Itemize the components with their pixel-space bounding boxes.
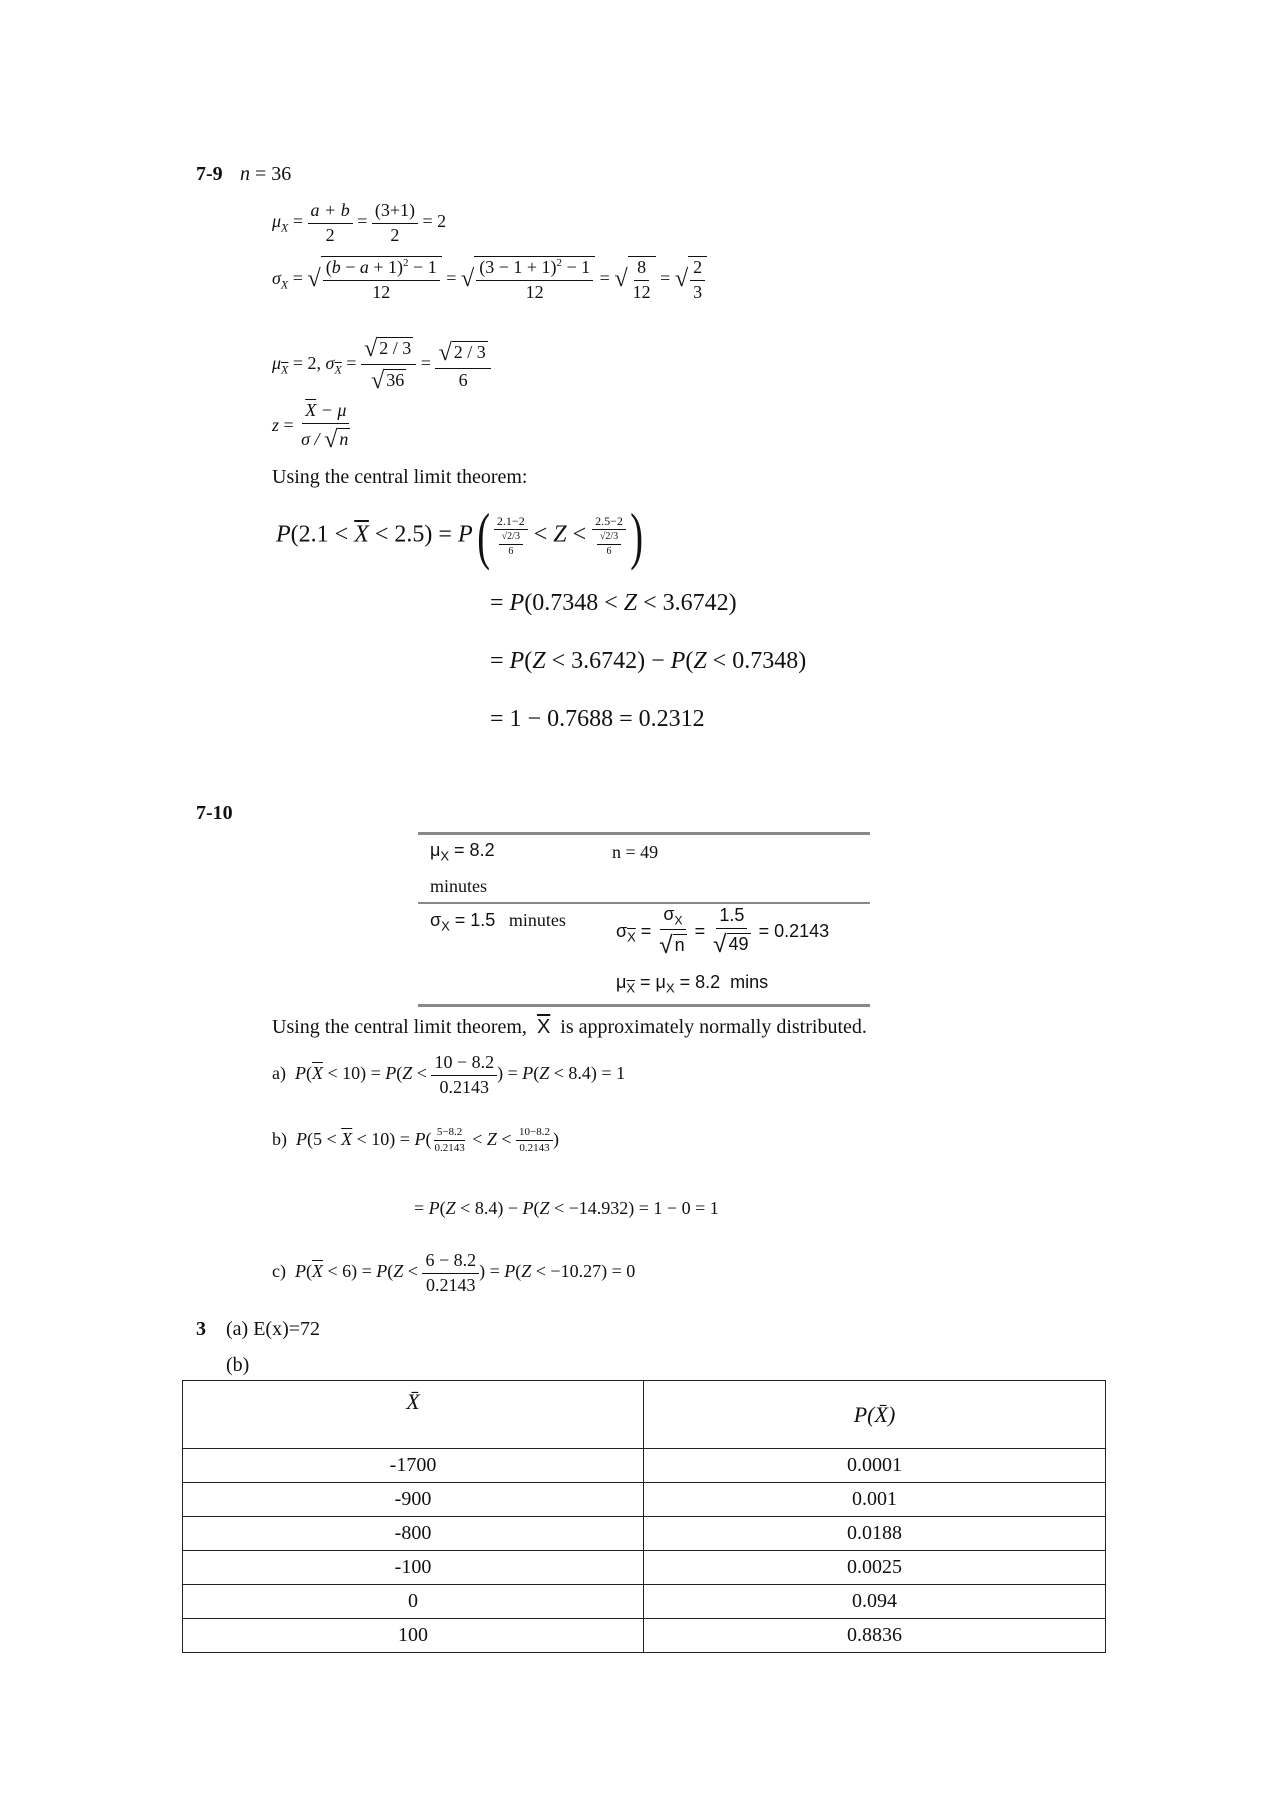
population-std: $\sigma_X = 1.5$ minutes <box>430 910 566 934</box>
cell-prob: 0.0001 <box>644 1449 1106 1483</box>
header-prob: P(X̄) <box>644 1381 1106 1449</box>
clt-statement: Using the central limit theorem, $\overline{X}$ is approximately normally distributed. <box>272 1016 867 1038</box>
problem-number-3: 3 <box>196 1318 206 1340</box>
table-row <box>183 1619 1106 1653</box>
table-row <box>183 1551 1106 1585</box>
cell-prob: 0.001 <box>644 1483 1106 1517</box>
probability-line-4: = 1 − 0.7688 = 0.2312 <box>490 706 705 732</box>
cell-xbar: 100 <box>183 1619 644 1653</box>
distribution-table <box>182 1380 1106 1653</box>
table-row <box>183 1449 1106 1483</box>
cell-xbar: -1700 <box>183 1449 644 1483</box>
cell-xbar: -800 <box>183 1517 644 1551</box>
mean-formula: $\mu_X$ = $\frac{a + b}{2}$ = $\frac{(3+1)}{2}$ = 2 <box>272 200 447 245</box>
cell-prob: 0.0025 <box>644 1551 1106 1585</box>
z-formula: z = $\frac{\overline{X} - \mu}{\sigma / √ n}$ <box>272 400 349 453</box>
table-row <box>183 1517 1106 1551</box>
part-b-label: (b) <box>226 1354 250 1376</box>
problem-number-7-9: 7-9 <box>196 163 223 185</box>
table-row <box>183 1483 1106 1517</box>
probability-line-3: = P(Z < 3.6742) − P(Z < 0.7348) <box>490 648 807 674</box>
sample-mean-std-formula: $\mu_{\overline{X}} = 2$, $\sigma_{\overline{X}}$ = $\frac{√ 2 / 3}{√ 36}$ = $\frac{√ 2 / 3}{6}$ <box>272 334 491 395</box>
minutes-label: minutes <box>430 876 487 896</box>
cell-prob: 0.8836 <box>644 1619 1106 1653</box>
population-mean: $\mu_X = 8.2$ <box>430 840 495 864</box>
probability-statement: $P(2.1 < \overline{X} < 2.5) = P$( $\frac{2.1-2}{\frac{√2/3}{6}}$ < Z < $\frac{2.5-2}{\frac{√2/3}{6}}$ ) <box>276 500 643 571</box>
probability-line-2: = P(0.7348 < Z < 3.6742) <box>490 590 737 616</box>
sample-mean-710: $\mu_{\overline{X}} = \mu_X = 8.2$ mins <box>616 972 769 996</box>
table-header-row <box>183 1381 1106 1449</box>
cell-xbar: -900 <box>183 1483 644 1517</box>
table-row <box>183 1585 1106 1619</box>
cell-xbar: -100 <box>183 1551 644 1585</box>
sample-std-formula: $\sigma_{\overline{X}}$ = $\frac{\sigma_X}{√ n}$ = $\frac{1.5}{√ 49}$ = 0.2143 <box>616 904 830 959</box>
table-bottom-rule <box>418 1004 870 1007</box>
std-dev-formula: $\sigma_X$ = √ $\frac{(b - a + 1)^2 - 1}{12}$ = √ $\frac{(3 - 1 + 1)^2 - 1}{12}$ = √ $\frac{8}{12}$ = √ $\frac{2}{3}$ <box>272 256 707 303</box>
expected-value: (a) E(x)=72 <box>226 1318 321 1340</box>
cell-prob: 0.0188 <box>644 1517 1106 1551</box>
part-a: a) $P(\overline{X} < 10) = P(Z$ < $\frac{10 - 8.2}{0.2143}$ ) = P(Z < 8.4) = 1 <box>272 1052 626 1097</box>
clt-intro: Using the central limit theorem: <box>272 466 528 488</box>
cell-xbar: 0 <box>183 1585 644 1619</box>
part-c: c) $P(\overline{X} < 6) = P(Z$ < $\frac{6 - 8.2}{0.2143}$ ) = P(Z < −10.27) = 0 <box>272 1250 636 1295</box>
cell-prob: 0.094 <box>644 1585 1106 1619</box>
part-b: b) $P(5 < \overline{X} < 10) = P$( $\frac{5-8.2}{0.2143}$ < Z < $\frac{10-8.2}{0.2143}$ ) <box>272 1126 559 1155</box>
sample-size-710: n = 49 <box>612 842 659 862</box>
sample-size: n = 36 <box>240 163 292 185</box>
table-top-rule <box>418 832 870 835</box>
part-b-line-2: = P(Z < 8.4) − P(Z < −14.932) = 1 − 0 = 1 <box>414 1198 719 1218</box>
problem-number-7-10: 7-10 <box>196 802 233 824</box>
header-xbar: X̄ <box>183 1381 644 1449</box>
